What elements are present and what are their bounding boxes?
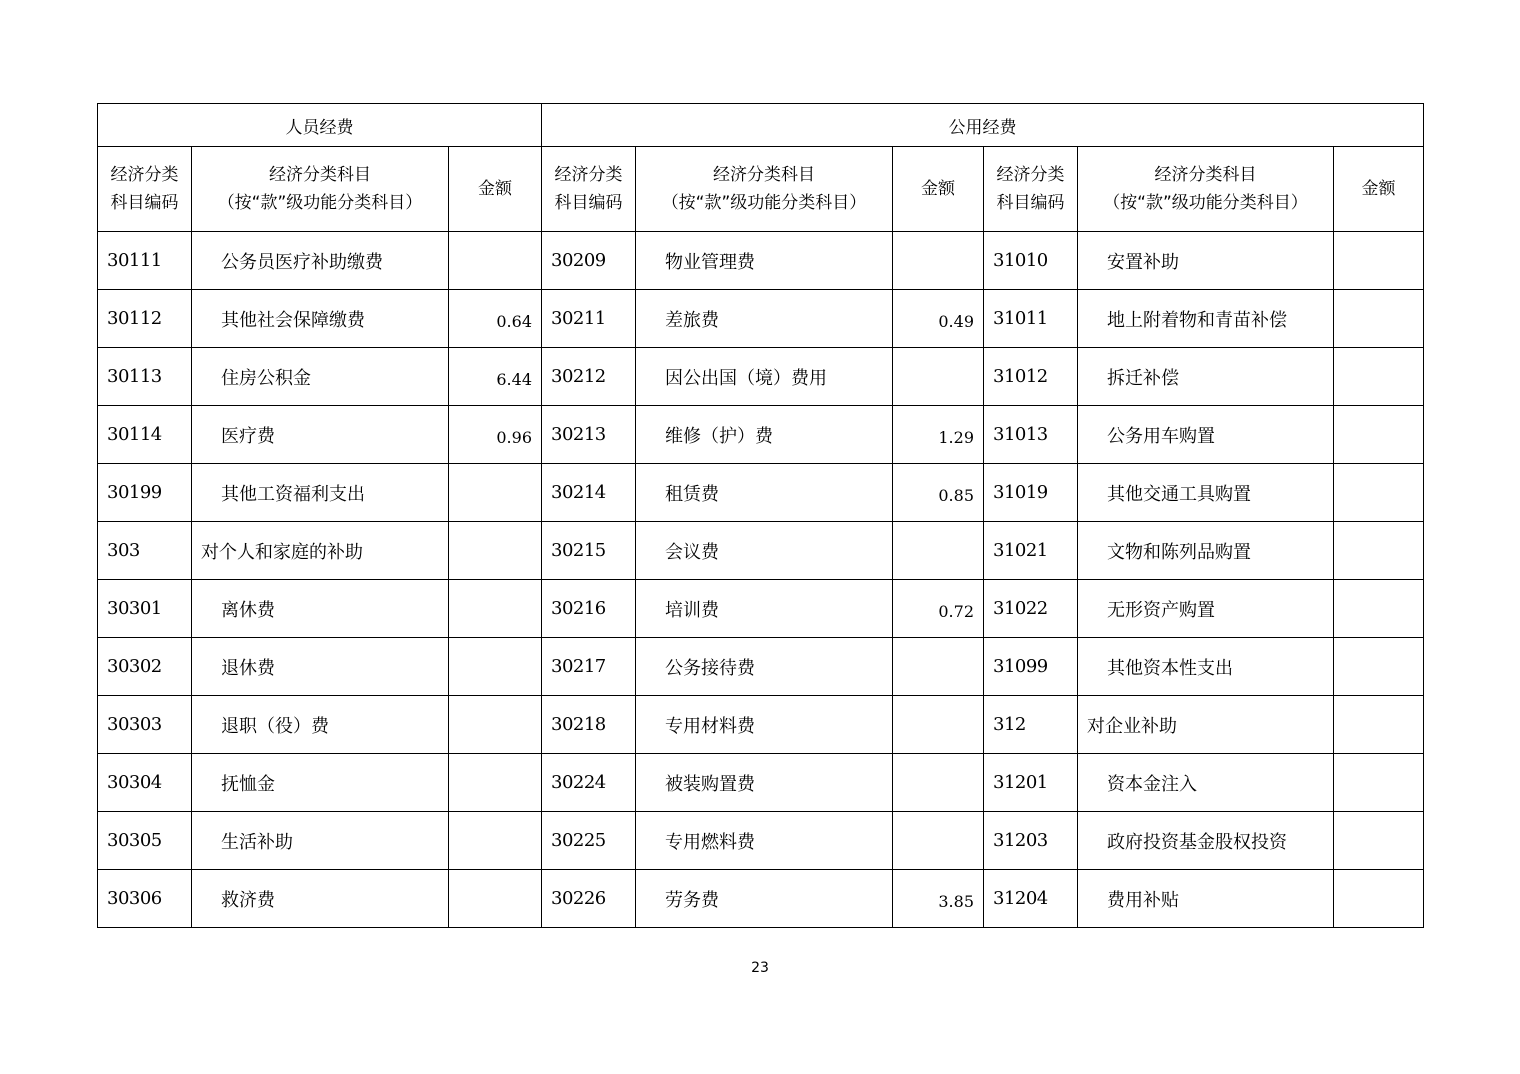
header-name: 经济分类科目 （按“款”级功能分类科目） [1078,147,1334,232]
cell-code: 31201 [984,754,1078,812]
cell-name: 住房公积金 [192,348,449,406]
cell-amount [1334,522,1424,580]
cell-amount [449,870,542,928]
table-row [98,464,1424,522]
cell-name: 政府投资基金股权投资 [1078,812,1334,870]
group-public: 公用经费 [542,104,1424,147]
cell-amount [449,812,542,870]
cell-amount [1334,464,1424,522]
cell-name: 租赁费 [636,464,893,522]
cell-code: 31019 [984,464,1078,522]
cell-amount [449,754,542,812]
cell-name: 其他社会保障缴费 [192,290,449,348]
table-row [98,638,1424,696]
cell-amount: 0.72 [893,580,984,638]
cell-name: 退休费 [192,638,449,696]
cell-code: 30218 [542,696,636,754]
cell-name: 对企业补助 [1078,696,1334,754]
cell-name: 退职（役）费 [192,696,449,754]
cell-code: 30111 [98,232,192,290]
cell-name: 文物和陈列品购置 [1078,522,1334,580]
cell-code: 30301 [98,580,192,638]
cell-name: 抚恤金 [192,754,449,812]
cell-name: 物业管理费 [636,232,893,290]
cell-name: 公务员医疗补助缴费 [192,232,449,290]
cell-amount: 0.64 [449,290,542,348]
cell-name: 其他资本性支出 [1078,638,1334,696]
cell-code: 30216 [542,580,636,638]
cell-code: 30305 [98,812,192,870]
cell-code: 30217 [542,638,636,696]
header-amount: 金额 [1334,147,1424,232]
cell-code: 30199 [98,464,192,522]
cell-amount: 0.85 [893,464,984,522]
header-amount: 金额 [893,147,984,232]
cell-code: 30113 [98,348,192,406]
table-row [98,522,1424,580]
cell-code: 30215 [542,522,636,580]
cell-code: 31013 [984,406,1078,464]
header-name: 经济分类科目 （按“款”级功能分类科目） [636,147,893,232]
cell-code: 30212 [542,348,636,406]
cell-name: 劳务费 [636,870,893,928]
cell-name: 其他交通工具购置 [1078,464,1334,522]
cell-name: 专用燃料费 [636,812,893,870]
cell-code: 31011 [984,290,1078,348]
cell-code: 312 [984,696,1078,754]
cell-name: 医疗费 [192,406,449,464]
cell-amount [1334,232,1424,290]
cell-code: 31204 [984,870,1078,928]
cell-code: 30306 [98,870,192,928]
cell-amount [893,696,984,754]
cell-amount [893,812,984,870]
table-row [98,812,1424,870]
cell-amount [449,522,542,580]
cell-code: 30114 [98,406,192,464]
cell-amount [1334,696,1424,754]
cell-name: 拆迁补偿 [1078,348,1334,406]
cell-code: 30226 [542,870,636,928]
header-name: 经济分类科目 （按“款”级功能分类科目） [192,147,449,232]
cell-name: 差旅费 [636,290,893,348]
cell-name: 专用材料费 [636,696,893,754]
header-code: 经济分类 科目编码 [984,147,1078,232]
cell-amount [893,522,984,580]
cell-code: 30303 [98,696,192,754]
table-row [98,290,1424,348]
cell-name: 离休费 [192,580,449,638]
cell-amount [1334,638,1424,696]
cell-name: 维修（护）费 [636,406,893,464]
cell-amount [893,232,984,290]
budget-table [97,103,1424,928]
header-code: 经济分类 科目编码 [542,147,636,232]
cell-code: 30304 [98,754,192,812]
cell-name: 费用补贴 [1078,870,1334,928]
cell-name: 被装购置费 [636,754,893,812]
cell-code: 30209 [542,232,636,290]
cell-code: 30213 [542,406,636,464]
cell-amount [893,754,984,812]
cell-code: 30224 [542,754,636,812]
cell-amount [1334,290,1424,348]
header-code: 经济分类 科目编码 [98,147,192,232]
cell-name: 对个人和家庭的补助 [192,522,449,580]
cell-amount [1334,754,1424,812]
cell-code: 31010 [984,232,1078,290]
cell-code: 31021 [984,522,1078,580]
table-row [98,870,1424,928]
cell-name: 公务用车购置 [1078,406,1334,464]
cell-code: 30211 [542,290,636,348]
cell-amount [1334,348,1424,406]
cell-code: 31022 [984,580,1078,638]
table-row [98,348,1424,406]
cell-name: 地上附着物和青苗补偿 [1078,290,1334,348]
cell-code: 31099 [984,638,1078,696]
cell-amount [1334,406,1424,464]
table-row [98,754,1424,812]
cell-amount [449,638,542,696]
cell-amount [893,638,984,696]
cell-code: 30302 [98,638,192,696]
cell-name: 会议费 [636,522,893,580]
table-row [98,232,1424,290]
cell-code: 30225 [542,812,636,870]
cell-amount: 6.44 [449,348,542,406]
cell-amount [449,696,542,754]
cell-name: 安置补助 [1078,232,1334,290]
cell-name: 其他工资福利支出 [192,464,449,522]
cell-name: 生活补助 [192,812,449,870]
cell-name: 因公出国（境）费用 [636,348,893,406]
cell-amount [449,580,542,638]
group-personnel: 人员经费 [98,104,542,147]
cell-name: 培训费 [636,580,893,638]
cell-amount [449,232,542,290]
cell-name: 公务接待费 [636,638,893,696]
cell-amount: 0.96 [449,406,542,464]
cell-amount: 1.29 [893,406,984,464]
cell-amount [1334,812,1424,870]
cell-name: 救济费 [192,870,449,928]
column-header-row [98,147,1424,232]
cell-code: 30112 [98,290,192,348]
page-number: 23 [751,960,769,976]
cell-amount [1334,580,1424,638]
cell-code: 31012 [984,348,1078,406]
cell-amount [1334,870,1424,928]
cell-name: 无形资产购置 [1078,580,1334,638]
cell-amount: 0.49 [893,290,984,348]
cell-code: 31203 [984,812,1078,870]
header-amount: 金额 [449,147,542,232]
cell-amount: 3.85 [893,870,984,928]
cell-code: 30214 [542,464,636,522]
cell-amount [449,464,542,522]
cell-code: 303 [98,522,192,580]
table-row [98,580,1424,638]
table-row [98,696,1424,754]
table-row [98,406,1424,464]
cell-name: 资本金注入 [1078,754,1334,812]
group-header-row [98,104,1424,147]
cell-amount [893,348,984,406]
